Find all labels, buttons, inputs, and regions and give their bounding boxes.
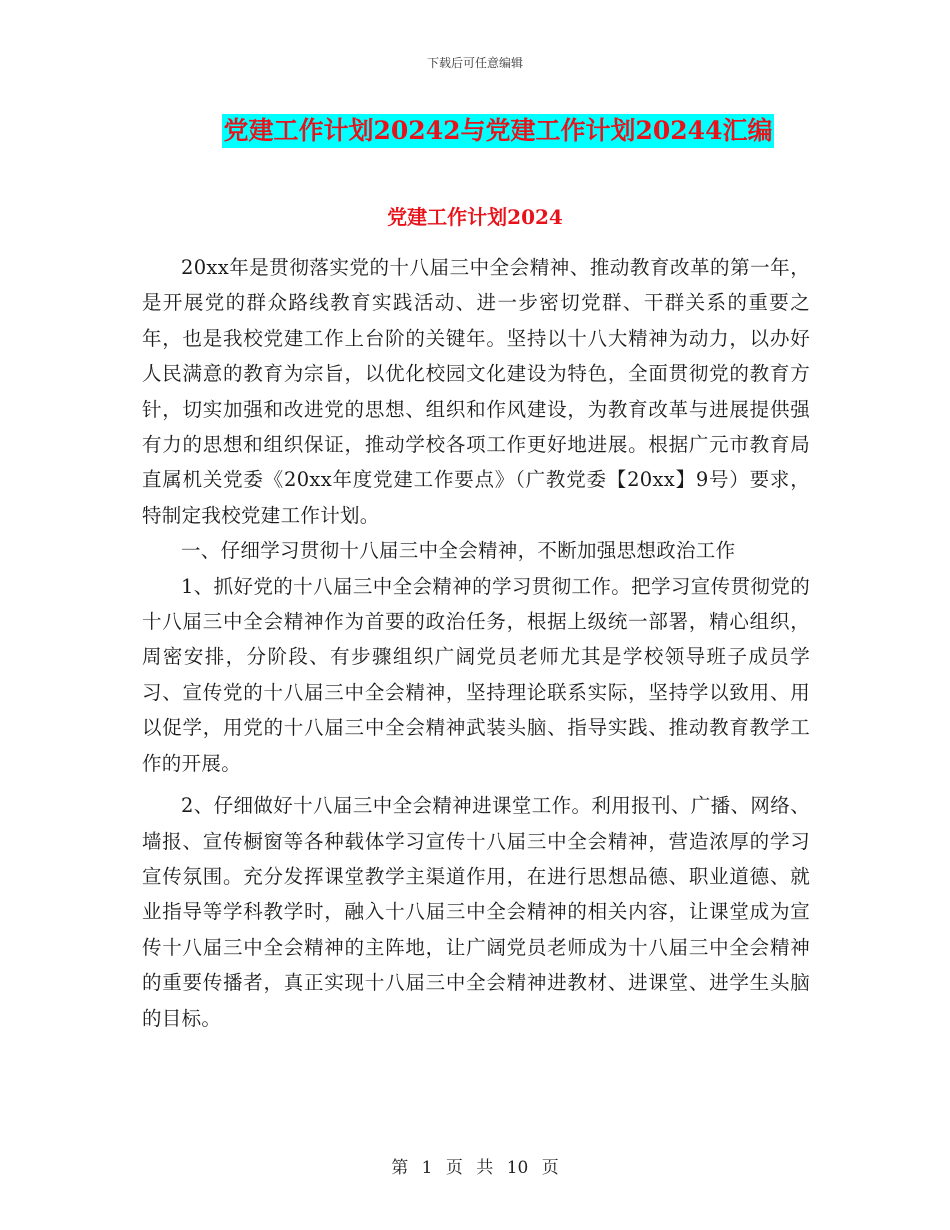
- main-title: 党建工作计划20242与党建工作计划20244汇编: [222, 114, 775, 148]
- footer-page-label: 页: [445, 1158, 463, 1178]
- paragraph-heading-1: 一、仔细学习贯彻十八届三中全会精神，不断加强思想政治工作: [181, 539, 736, 563]
- paragraph-intro: 20xx年是贯彻落实党的十八届三中全会精神、推动教育改革的第一年，是开展党的群众路线教育实践活动、进一步密切党群、干群关系的重要之年，也是我校党建工作上台阶的关键年。坚持以十八大精神为动力，以办好人民满意的教育为宗旨，以优化校园文化建设为特色，全面贯彻党的教育方针，切实加强和改进党的思想、组织和作风建设，为教育改革与进展提供强有力的思想和组织保证，推动学校各项工作更好地进展。根据广元市教育局直属机关党委《20xx年度党建工作要点》（广教党委【20xx】9号）要求，特制定我校党建工作计划。: [142, 256, 810, 527]
- footer-total-pages: 10: [506, 1158, 529, 1178]
- section-title: 党建工作计划2024: [387, 205, 563, 229]
- header-note: 下载后可任意编辑: [426, 56, 523, 70]
- footer-total-label: 共: [476, 1158, 494, 1178]
- footer-prefix: 第: [391, 1158, 409, 1178]
- document-body: [142, 250, 810, 1036]
- footer-suffix: 页: [541, 1158, 559, 1178]
- paragraph-item-1: 1、抓好党的十八届三中全会精神的学习贯彻工作。把学习宣传贯彻党的十八届三中全会精神作为首要的政治任务，根据上级统一部署，精心组织，周密安排，分阶段、有步骤组织广阔党员老师尤其是学校领导班子成员学习、宣传党的十八届三中全会精神，坚持理论联系实际，坚持学以致用、用以促学，用党的十八届三中全会精神武装头脑、指导实践、推动教育教学工作的开展。: [142, 574, 810, 775]
- footer-current-page: 1: [421, 1158, 433, 1178]
- page-footer: [0, 1153, 950, 1178]
- main-title-container: [0, 114, 950, 148]
- paragraph-item-2: 2、仔细做好十八届三中全会精神进课堂工作。利用报刊、广播、网络、墙报、宣传橱窗等各种载体学习宣传十八届三中全会精神，营造浓厚的学习宣传氛围。充分发挥课堂教学主渠道作用，在进行思想品德、职业道德、就业指导等学科教学时，融入十八届三中全会精神的相关内容，让课堂成为宣传十八届三中全会精神的主阵地，让广阔党员老师成为十八届三中全会精神的重要传播者，真正实现十八届三中全会精神进教材、进课堂、进学生头脑的目标。: [142, 794, 810, 1030]
